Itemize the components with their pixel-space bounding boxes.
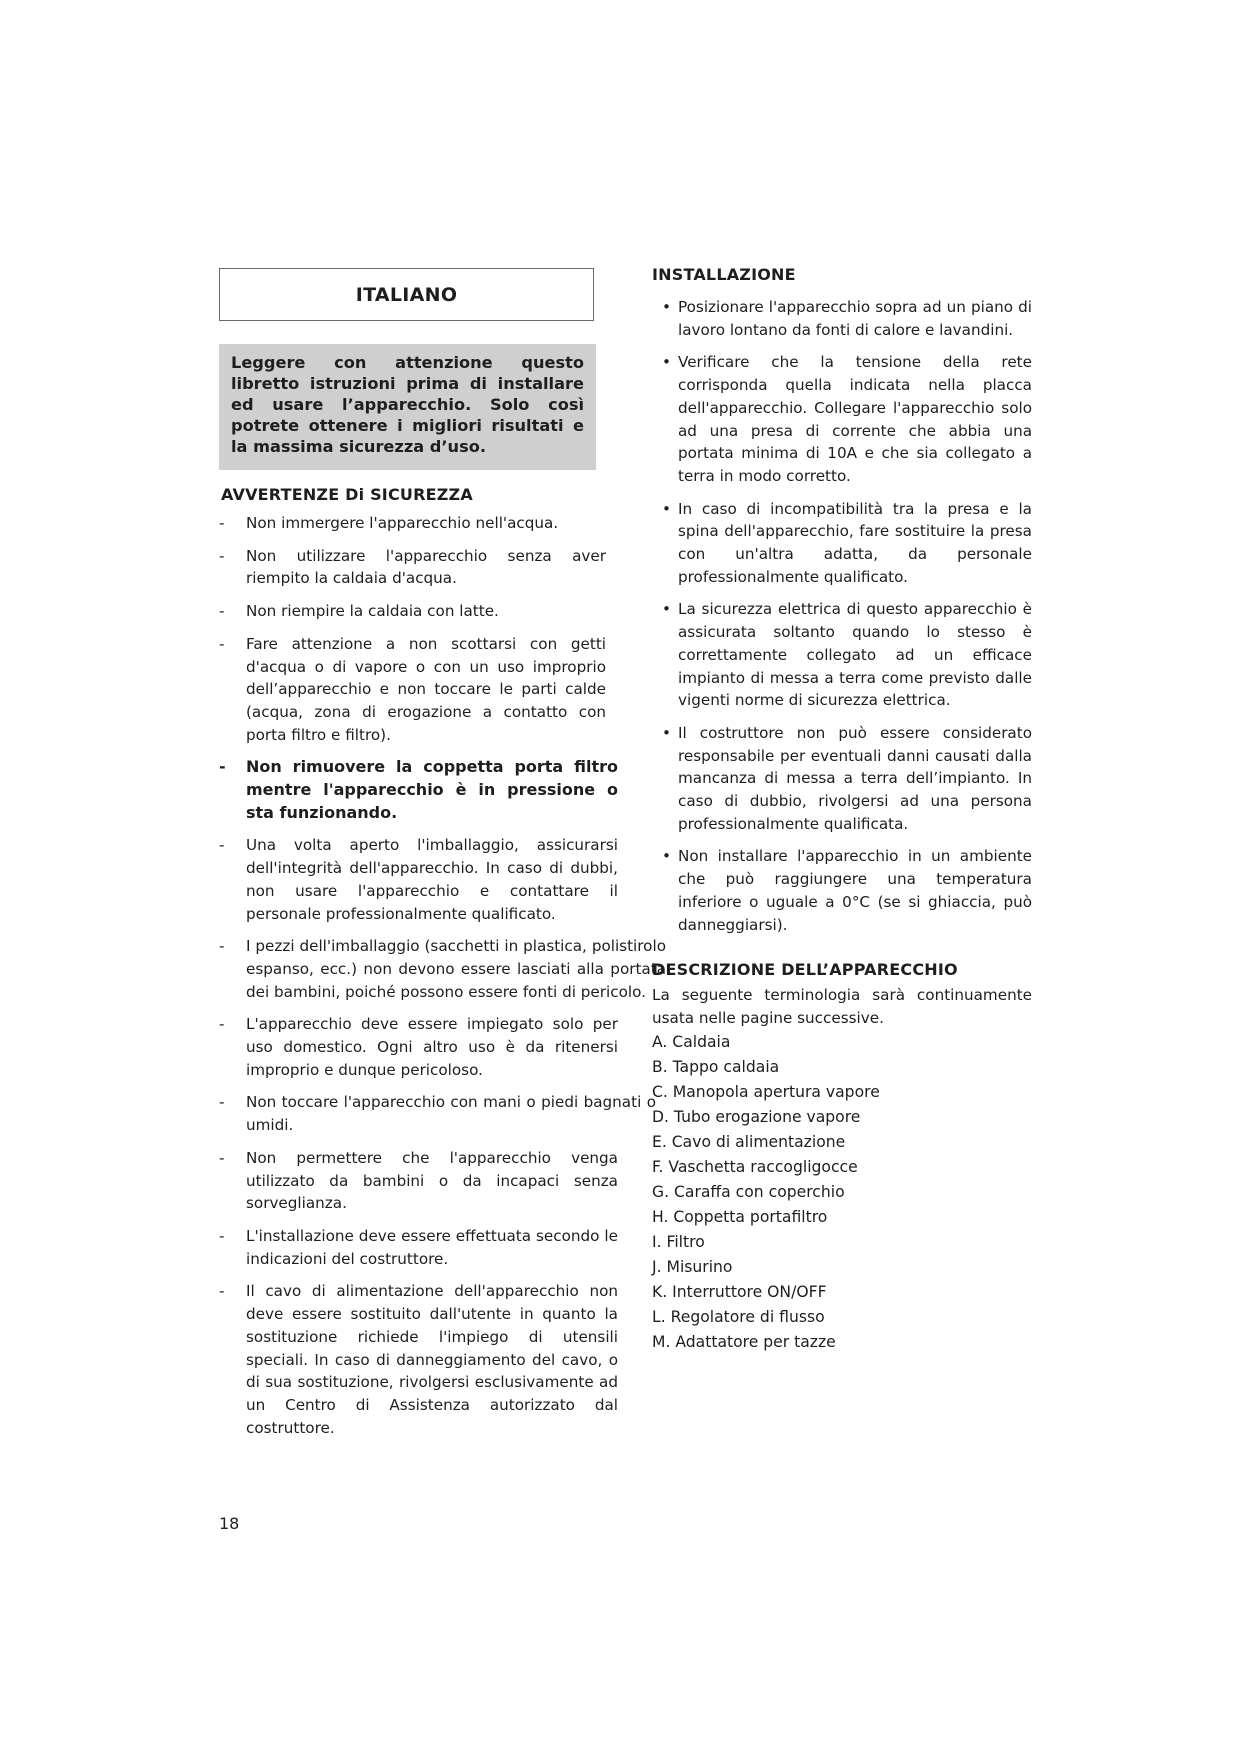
list-item: - Non rimuovere la coppetta porta filtro mentre l'apparecchio è in pressione o sta funzionando. (219, 757, 618, 822)
list-item: - Non immergere l'apparecchio nell'acqua. (219, 514, 559, 532)
parts-list (652, 1030, 880, 1355)
list-item: - Non permettere che l'apparecchio venga utilizzato da bambini o da incapaci senza sorveglianza. (219, 1148, 618, 1213)
intro-notice: Leggere con attenzione questo libretto istruzioni prima di installare ed usare l’apparecchio. Solo così potrete ottenere i migliori risultati e la massima sicurezza d’uso. (219, 344, 596, 470)
list-item: - Non utilizzare l'apparecchio senza aver riempito la caldaia d'acqua. (219, 546, 606, 588)
list-item: J. Misurino (652, 1258, 733, 1276)
description-title: DESCRIZIONE DELL’APPARECCHIO (652, 960, 958, 979)
description-intro: La seguente terminologia sarà continuamente usata nelle pagine successive. (652, 986, 1032, 1027)
list-item: • Non installare l'apparecchio in un ambiente che può raggiungere una temperatura inferiore o uguale a 0°C (se si ghiaccia, può danneggiarsi). (662, 847, 1032, 934)
list-item: B. Tappo caldaia (652, 1058, 780, 1076)
language-heading-box (219, 268, 594, 321)
list-item: M. Adattatore per tazze (652, 1333, 836, 1351)
list-item: F. Vaschetta raccogligocce (652, 1158, 858, 1176)
list-item: - L'apparecchio deve essere impiegato solo per uso domestico. Ogni altro uso è da ritenersi improprio e dunque pericoloso. (219, 1015, 618, 1079)
list-item: I. Filtro (652, 1233, 705, 1251)
installation-list (652, 296, 1032, 946)
safety-list (219, 512, 666, 1449)
list-item: - Fare attenzione a non scottarsi con getti d'acqua o di vapore o con un uso improprio dell’apparecchio e non toccare le parti calde (acqua, zona di erogazione a contatto con porta filtro e filtro). (219, 634, 606, 744)
list-item: • In caso di incompatibilità tra la presa e la spina dell'apparecchio, fare sostituire la presa con un'altra adatta, da personale professionalmente qualificato. (662, 499, 1032, 586)
list-item: E. Cavo di alimentazione (652, 1133, 846, 1151)
list-item: • Verificare che la tensione della rete corrisponda quella indicata nella placca dell'apparecchio. Collegare l'apparecchio solo ad una presa di corrente che abbia una portata minima di 10A e che sia collegato a terra in modo corretto. (662, 353, 1032, 485)
safety-title: AVVERTENZE Di SICUREZZA (221, 485, 473, 504)
list-item: - Una volta aperto l'imballaggio, assicurarsi dell'integrità dell'apparecchio. In caso di dubbi, non usare l'apparecchio e contattare il personale professionalmente qualificato. (219, 836, 618, 923)
list-item: • Il costruttore non può essere considerato responsabile per eventuali danni causati dalla mancanza di messa a terra dell’impianto. In caso di dubbio, rivolgersi ad una persona professionalmente qualificata. (662, 723, 1032, 833)
list-item: • Posizionare l'apparecchio sopra ad un piano di lavoro lontano da fonti di calore e lavandini. (662, 298, 1032, 339)
list-item: - I pezzi dell'imballaggio (sacchetti in plastica, polistirolo espanso, ecc.) non devono essere lasciati alla portata dei bambini, poiché possono essere fonti di pericolo. (219, 937, 666, 1001)
list-item: H. Coppetta portafiltro (652, 1208, 828, 1226)
list-item: - Non toccare l'apparecchio con mani o piedi bagnati o umidi. (219, 1093, 656, 1135)
list-item: A. Caldaia (652, 1033, 731, 1051)
list-item: - L'installazione deve essere effettuata secondo le indicazioni del costruttore. (219, 1226, 618, 1268)
list-item: D. Tubo erogazione vapore (652, 1108, 861, 1126)
list-item: G. Caraffa con coperchio (652, 1183, 845, 1201)
installation-title: INSTALLAZIONE (652, 265, 796, 284)
list-item: K. Interruttore ON/OFF (652, 1283, 827, 1301)
page-number: 18 (219, 1514, 240, 1533)
list-item: L. Regolatore di flusso (652, 1308, 825, 1326)
list-item: • La sicurezza elettrica di questo apparecchio è assicurata soltanto quando lo stesso è correttamente collegato ad un efficace impianto di messa a terra come previsto dalle vigenti norme di sicurezza elettrica. (662, 600, 1032, 710)
list-item: C. Manopola apertura vapore (652, 1083, 880, 1101)
list-item: - Il cavo di alimentazione dell'apparecchio non deve essere sostituito dall'utente in quanto la sostituzione richiede l'impiego di utensili speciali. In caso di danneggiamento del cavo, o di sua sostituzione, rivolgersi esclusivamente ad un Centro di Assistenza autorizzato dal costruttore. (219, 1282, 618, 1437)
list-item: - Non riempire la caldaia con latte. (219, 602, 499, 621)
language-heading: ITALIANO (355, 283, 458, 306)
